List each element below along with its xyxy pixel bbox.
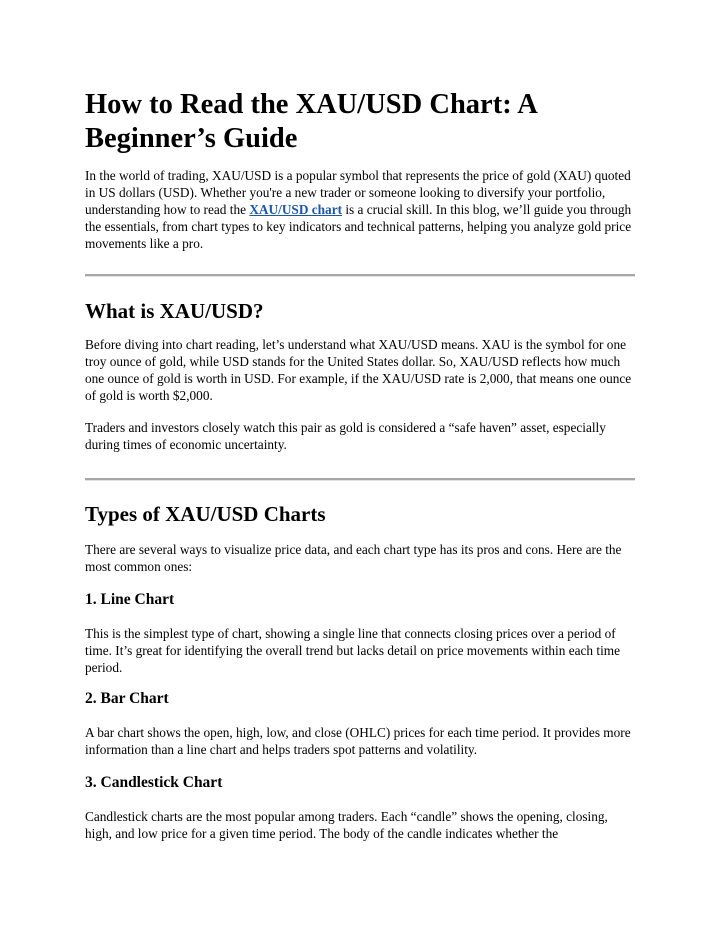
page-title: How to Read the XAU/USD Chart: A Beginner’s Guide [85, 89, 537, 154]
candlestick-chart-paragraph: Candlestick charts are the most popular among traders. Each “candle” shows the opening, closing, high, and low price for a given time period. The body of the candle indicates whether the [85, 809, 608, 841]
what-is-paragraph-2: Traders and investors closely watch this pair as gold is considered a “safe haven” asset, especially during times of economic uncertainty. [85, 420, 606, 452]
intro-text-after-link: is a crucial skill. In this blog, we’ll guide you through the essentials, from chart types to key indicators and technical patterns, helping you analyze gold price movements like a pro. [85, 202, 632, 251]
section-heading-what-is: What is XAU/USD? [85, 299, 264, 323]
line-chart-paragraph: This is the simplest type of chart, showing a single line that connects closing prices over a period of time. It’s great for identifying the overall trend but lacks detail on price movements within each time period. [85, 626, 621, 675]
intro-paragraph [85, 167, 637, 252]
what-is-paragraph-1: Before diving into chart reading, let’s understand what XAU/USD means. XAU is the symbol for one troy ounce of gold, while USD stands for the United States dollar. So, XAU/USD reflects how much one ounce of gold is worth in USD. For example, if the XAU/USD rate is 2,000, that means one ounce of gold is worth $2,000. [85, 337, 632, 403]
subheading-bar-chart: 2. Bar Chart [85, 690, 169, 707]
subheading-candlestick-chart: 3. Candlestick Chart [85, 774, 223, 791]
section-heading-types: Types of XAU/USD Charts [85, 502, 326, 526]
section-divider [85, 478, 635, 481]
xau-usd-chart-link[interactable]: XAU/USD chart [249, 202, 343, 217]
intro-text-before-link: In the world of trading, XAU/USD is a popular symbol that represents the price of gold (XAU) quoted in US dollars (USD). Whether you're a new trader or someone looking to diversify your portfolio, understanding how to read the [85, 168, 631, 217]
types-intro-paragraph: There are several ways to visualize price data, and each chart type has its pros and cons. Here are the most common ones: [85, 542, 622, 574]
bar-chart-paragraph: A bar chart shows the open, high, low, and close (OHLC) prices for each time period. It provides more information than a line chart and helps traders spot patterns and volatility. [85, 725, 631, 757]
section-divider [85, 274, 635, 277]
subheading-line-chart: 1. Line Chart [85, 591, 175, 608]
